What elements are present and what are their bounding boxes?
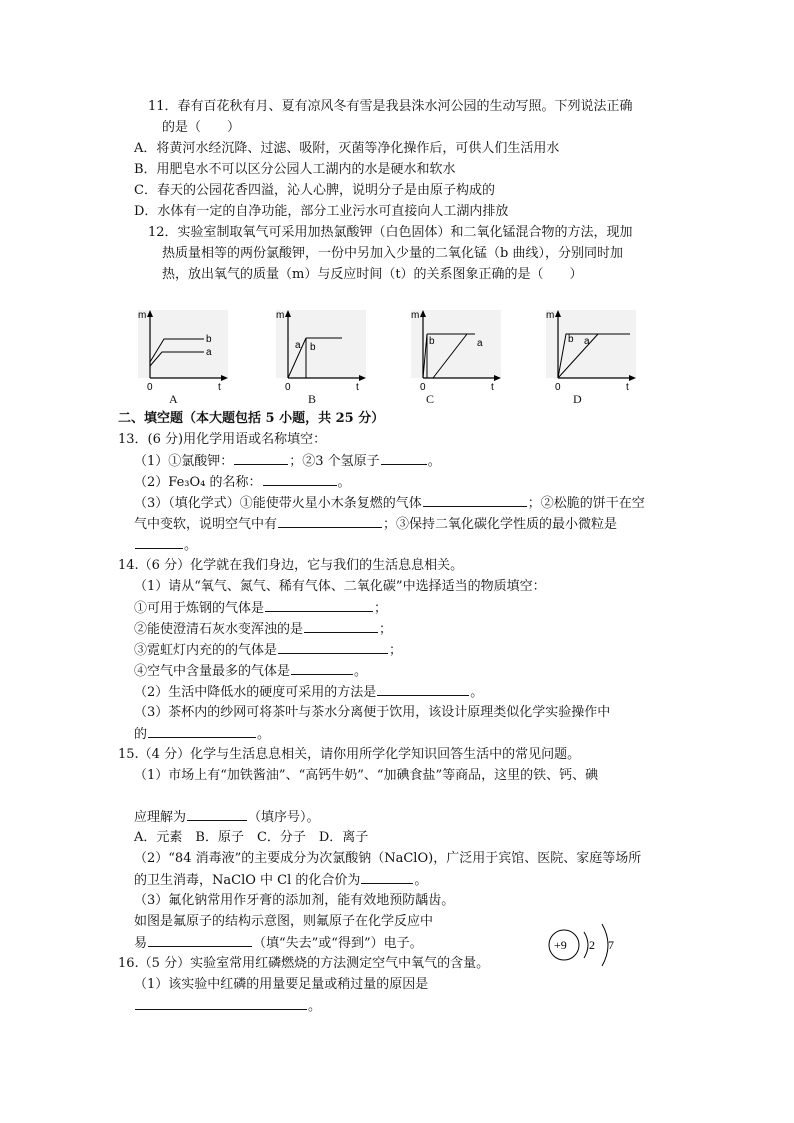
graph-d-curve-a: a [584,336,590,347]
q15-blank-3[interactable] [148,934,252,947]
q12-stem-2: 热质量相等的两份氯酸钾，一份中另加入少量的二氧化锰（b 曲线），分别同时加 [162,246,623,261]
q16-head: 16.（5 分）实验室常用红磷燃烧的方法测定空气中氧气的含量。 [118,956,490,971]
graph-b-curve-a: a [295,340,301,351]
q14-item3: ③霓虹灯内充的的气体是 ； [134,643,403,658]
graph-a-label: A [169,392,178,406]
graph-b-origin: 0 [285,382,291,393]
atom-nucleus: +9 [554,938,567,952]
q11-option-c: C．春天的公园花香四溢，沁人心脾，说明分子是由原子构成的 [134,183,495,198]
graph-a [132,306,232,396]
q15-line5: 的卫生消毒，NaClO 中 Cl 的化合价为 。 [134,873,428,888]
q13-line4: 气中变软，说明空气中有 ；③保持二氧化碳化学性质的最小微粒是 [134,517,618,532]
q15-line3: A．元素 B．原子 C．分子 D．离子 [134,830,369,845]
q15-head: 15.（4 分）化学与生活息息相关，请你用所学化学知识回答生活中的常见问题。 [118,747,581,762]
graph-c [405,306,505,396]
q15-line2: 应理解为 （填序号）。 [134,810,320,825]
graph-c-m-label: m [411,310,420,321]
q12-stem-3: 热，放出氧气的质量（m）与反应时间（t）的关系图象正确的是（ ） [162,267,583,282]
q16-line1: （1）该实验中红磷的用量要足量或稍过量的原因是 [134,977,429,992]
q14-item4: ④空气中含量最多的气体是 。 [134,664,368,679]
graph-d-t-label: t [626,382,629,393]
q11-option-d: D．水体有一定的自净功能，部分工业污水可直接向人工湖内排放 [134,204,509,219]
q13-line3: （3）（填化学式）①能使带火星小木条复燃的气体 ；②松脆的饼干在空 [134,496,645,511]
graph-c-label: C [426,392,435,406]
q11-option-a: A．将黄河水经沉降、过滤、吸附，灭菌等净化操作后，可供人们生活用水 [134,141,560,156]
q11-option-b: B．用肥皂水不可以区分公园人工湖内的水是硬水和软水 [134,162,456,177]
q16-line2: 。 [134,997,321,1016]
graph-a-curve-b: b [206,334,212,345]
q13-blank-2[interactable] [381,452,427,465]
q14-blank-1[interactable] [265,599,373,612]
graph-b-m-label: m [276,310,285,321]
q13-blank-6[interactable] [135,536,183,549]
graph-a-m-label: m [138,310,147,321]
q14-item2: ②能使澄清石灰水变浑浊的是 ； [134,622,393,637]
q15-line4: （2）“84 消毒液”的主要成分为次氯酸钠（NaClO)，广泛用于宾馆、医院、家庭等场所 [134,851,642,866]
q14-line4: 的 。 [134,727,271,742]
graph-c-origin: 0 [420,382,426,393]
q13-blank-1[interactable] [234,452,288,465]
q15-line8: 易 （填“失去”或“得到”）电子。 [134,936,423,951]
q14-head: 14.（6 分）化学就在我们身边，它与我们的生活息息相关。 [118,558,464,573]
graph-d-m-label: m [546,310,555,321]
fluorine-atom-diagram [540,912,630,982]
q14-line3: （3）茶杯内的纱网可将茶叶与茶水分离便于饮用，该设计原理类似化学实验操作中 [134,705,611,720]
atom-shell-1: 2 [589,938,595,952]
graph-a-curve-a: a [206,347,212,358]
q14-line1: （1）请从“氧气、氮气、稀有气体、二氧化碳”中选择适当的物质填空： [134,579,546,594]
q15-line6: （3）氟化钠常用作牙膏的添加剂，能有效地预防龋齿。 [134,893,455,908]
q13-blank-3[interactable] [263,473,337,486]
q13-blank-5[interactable] [278,515,382,528]
q12-stem: 12．实验室制取氧气可采用加热氯酸钾（白色固体）和二氧化锰混合物的方法，现加 [148,225,633,240]
q13-line1: （1）①氯酸钾： ；②3 个氢原子 。 [134,454,441,469]
q11-stem: 11．春有百花秋有月、夏有凉风冬有雪是我县洙水河公园的生动写照。下列说法正确 [148,99,633,114]
q14-blank-2[interactable] [304,620,378,633]
q14-blank-4[interactable] [291,662,353,675]
q15-blank-1[interactable] [187,808,247,821]
q15-line7: 如图是氟原子的结构示意图，则氟原子在化学反应中 [134,914,434,929]
q15-blank-2[interactable] [361,871,413,884]
graph-b-label: B [308,392,317,406]
q14-blank-3[interactable] [278,641,388,654]
q13-head: 13．(6 分)用化学用语或名称填空： [118,432,327,447]
graph-b [270,306,370,396]
graph-a-origin: 0 [147,382,153,393]
graph-d-curve-b: b [568,334,574,345]
graph-c-curve-b: b [429,336,435,347]
q14-blank-6[interactable] [148,725,256,738]
q16-blank-1[interactable] [135,997,307,1010]
q13-line2: （2）Fe₃O₄ 的名称： 。 [134,475,351,490]
q14-item1: ①可用于炼钢的气体是 ； [134,601,388,616]
graph-d-label: D [573,392,582,406]
graph-d [540,306,640,396]
q15-line1: （1）市场上有“加铁酱油”、“高钙牛奶”、“加碘食盐”等商品，这里的铁、钙、碘 [134,768,599,783]
graph-d-origin: 0 [555,382,561,393]
q14-line2: （2）生活中降低水的硬度可采用的方法是 。 [134,685,484,700]
q13-line5: 。 [134,536,197,555]
section-title: 二、填空题（本大题包括 5 小题，共 25 分） [118,411,385,426]
graph-a-t-label: t [218,382,221,393]
graph-c-t-label: t [491,382,494,393]
q14-blank-5[interactable] [377,683,469,696]
graph-c-curve-a: a [477,338,483,349]
q11-stem-cont: 的是（ ） [162,120,241,135]
graph-b-t-label: t [356,382,359,393]
q13-blank-4[interactable] [423,494,527,507]
graph-b-curve-b: b [310,342,316,353]
atom-shell-2: 7 [608,938,614,952]
